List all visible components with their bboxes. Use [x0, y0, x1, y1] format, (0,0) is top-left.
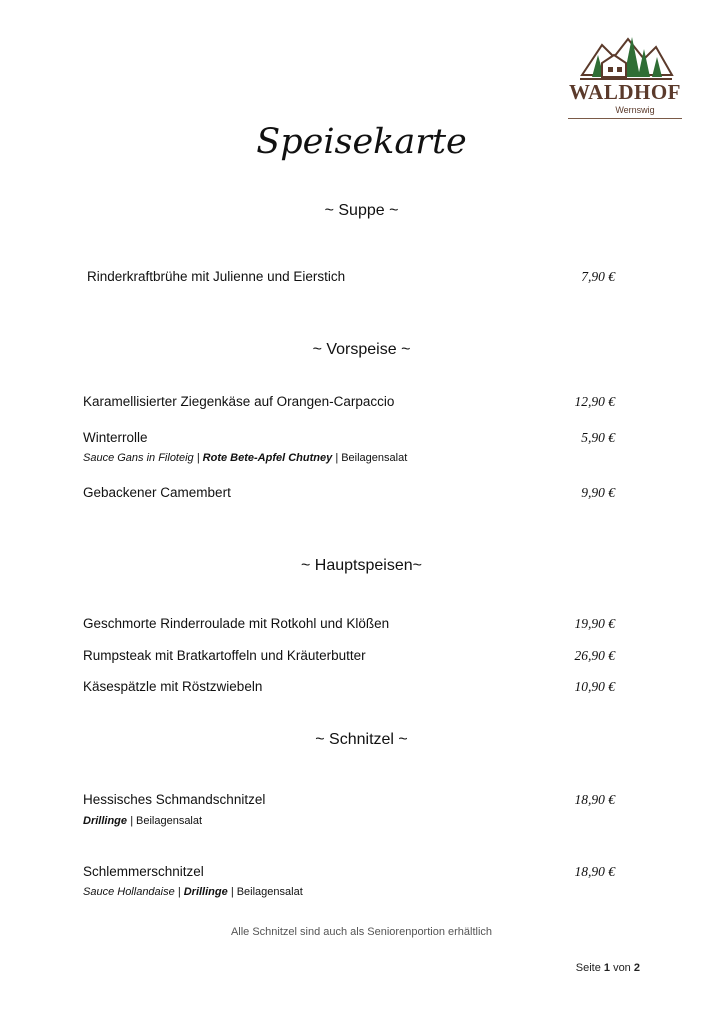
price-rumpsteak: 26,90 €	[574, 648, 615, 663]
dish-hessisches-schnitzel: Hessisches Schmandschnitzel	[83, 792, 266, 807]
page-total: 2	[633, 962, 640, 974]
desc-hessisches-drillinge: Drillinge	[83, 815, 128, 827]
dish-schlemmerschnitzel: Schlemmerschnitzel	[83, 864, 204, 879]
desc-winterrolle-sauce: Sauce Gans in Filoteig	[83, 452, 194, 464]
section-heading-hauptspeisen: ~ Hauptspeisen~	[301, 557, 422, 574]
dish-rumpsteak: Rumpsteak mit Bratkartoffeln und Kräuterbutter	[83, 648, 366, 663]
price-kaesespaetzle: 10,90 €	[574, 679, 615, 694]
desc-schlemmerschnitzel: Sauce Hollandaise | Drillinge | Beilagensalat	[83, 886, 303, 898]
page-number	[576, 962, 640, 974]
page-current: 1	[603, 962, 610, 974]
desc-hessisches-schnitzel: Drillinge | Beilagensalat	[83, 815, 203, 827]
waldhof-logo	[562, 27, 688, 123]
section-heading-vorspeise: ~ Vorspeise ~	[312, 341, 411, 358]
section-heading-schnitzel: ~ Schnitzel ~	[315, 731, 408, 748]
page-title: Speisekarte	[256, 122, 467, 162]
price-schlemmerschnitzel: 18,90 €	[574, 864, 615, 879]
price-hessisches-schnitzel: 18,90 €	[574, 792, 615, 807]
page-middle: von	[613, 962, 631, 974]
logo-underline	[568, 118, 682, 119]
page-prefix: Seite	[575, 962, 601, 974]
price-rinderroulade: 19,90 €	[574, 616, 615, 631]
logo-name: WALDHOF	[568, 80, 681, 104]
price-ziegenkaese: 12,90 €	[574, 394, 615, 409]
senior-portion-note: Alle Schnitzel sind auch als Seniorenportion erhältlich	[230, 926, 493, 938]
dish-rinderkraftbruehe: Rinderkraftbrühe mit Julienne und Eierstich	[87, 269, 346, 284]
desc-schlemmer-drillinge: Drillinge	[183, 886, 228, 898]
price-rinderkraftbruehe: 7,90 €	[581, 269, 615, 284]
desc-winterrolle: Sauce Gans in Filoteig | Rote Bete-Apfel Chutney | Beilagensalat	[83, 452, 408, 464]
desc-winterrolle-salat: Beilagensalat	[341, 452, 408, 464]
dish-ziegenkaese: Karamellisierter Ziegenkäse auf Orangen-Carpaccio	[83, 394, 395, 409]
dish-rinderroulade: Geschmorte Rinderroulade mit Rotkohl und Klößen	[83, 616, 390, 631]
dish-camembert: Gebackener Camembert	[83, 485, 231, 500]
house-trees-icon	[562, 27, 688, 83]
price-camembert: 9,90 €	[581, 485, 615, 500]
dish-winterrolle: Winterrolle	[83, 430, 148, 445]
desc-hessisches-salat: Beilagensalat	[136, 815, 203, 827]
price-winterrolle: 5,90 €	[581, 430, 615, 445]
section-heading-suppe: ~ Suppe ~	[324, 202, 399, 219]
desc-schlemmer-salat: Beilagensalat	[236, 886, 303, 898]
desc-winterrolle-chutney: Rote Bete-Apfel Chutney	[202, 452, 333, 464]
logo-subtitle: Wernswig	[615, 105, 655, 115]
dish-kaesespaetzle: Käsespätzle mit Röstzwiebeln	[83, 679, 263, 694]
desc-schlemmer-sauce: Sauce Hollandaise	[83, 886, 175, 898]
